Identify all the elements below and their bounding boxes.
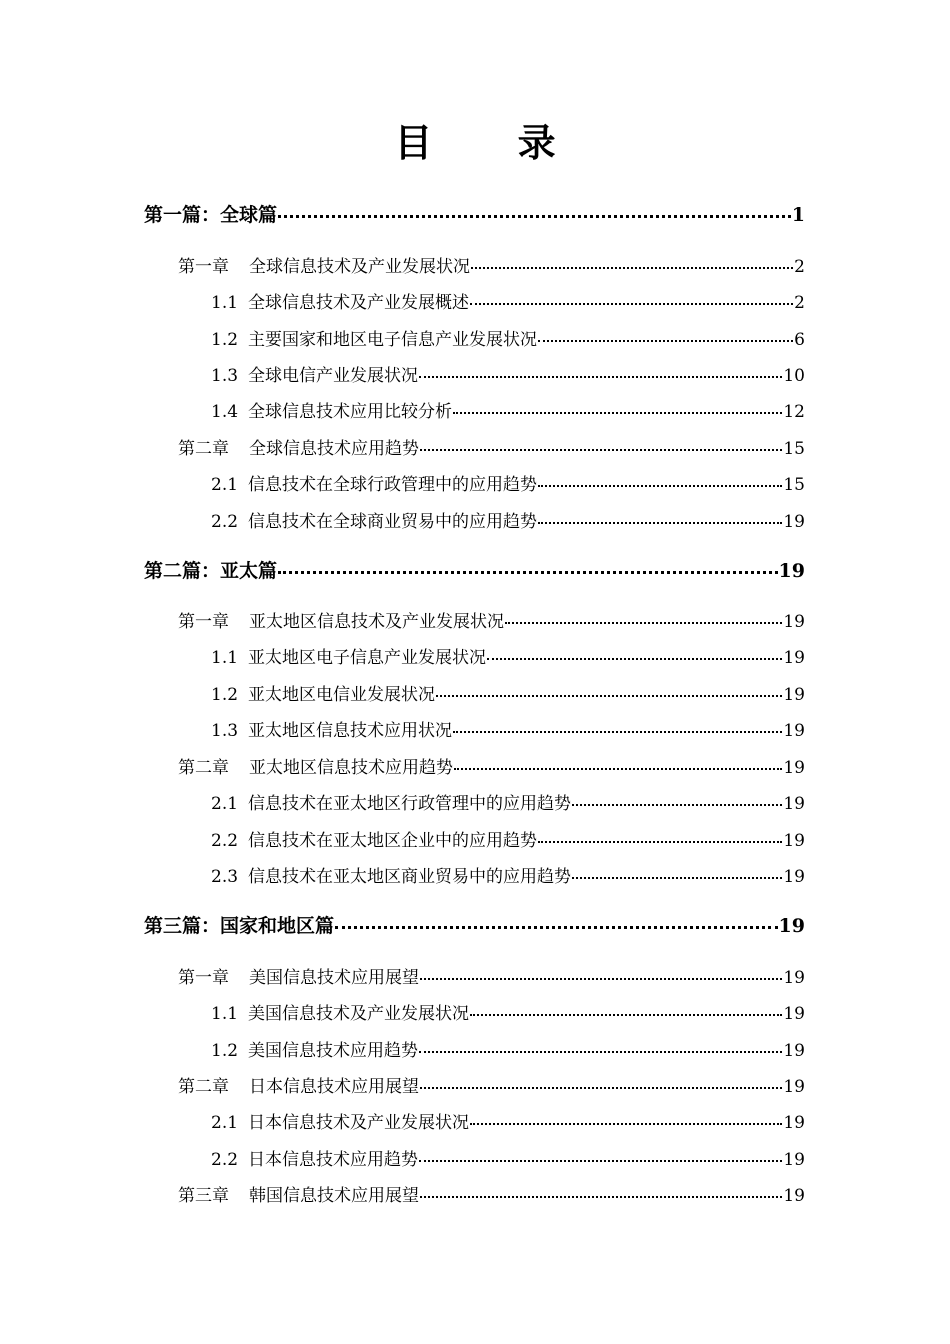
toc-entry-number: 2.1 xyxy=(211,794,239,814)
toc-entry-label xyxy=(178,1072,419,1097)
toc-entry-text: 韩国信息技术应用展望 xyxy=(249,1186,419,1206)
toc-entry-number: 第二章 xyxy=(178,1077,229,1097)
toc-entry-number: 2.2 xyxy=(211,512,239,532)
toc-chapter-entry[interactable] xyxy=(178,607,805,632)
toc-entry-text: 美国信息技术及产业发展状况 xyxy=(248,1004,470,1024)
toc-entry-text: 第一篇：全球篇 xyxy=(144,204,278,226)
toc-entry-label xyxy=(144,200,277,227)
toc-chapter-entry[interactable] xyxy=(178,434,805,459)
toc-entry-text: 信息技术在全球行政管理中的应用趋势 xyxy=(248,475,538,495)
toc-section-entry[interactable] xyxy=(211,325,805,350)
dot-leader xyxy=(470,1014,782,1016)
toc-entry-text: 亚太地区信息技术应用状况 xyxy=(248,721,453,741)
toc-entry-text: 信息技术在全球商业贸易中的应用趋势 xyxy=(248,512,538,532)
toc-page-number: 15 xyxy=(783,475,805,495)
dot-leader xyxy=(453,731,782,733)
toc-entry-text: 主要国家和地区电子信息产业发展状况 xyxy=(248,330,538,350)
toc-entry-label xyxy=(211,643,486,668)
dot-leader xyxy=(420,978,782,980)
toc-entry-label xyxy=(178,434,419,459)
toc-page-number: 19 xyxy=(783,612,805,632)
toc-entry-number: 第二章 xyxy=(178,758,229,778)
dot-leader xyxy=(538,522,782,524)
toc-chapter-entry[interactable] xyxy=(178,1072,805,1097)
toc-section-entry[interactable] xyxy=(211,643,805,668)
toc-entry-number: 2.1 xyxy=(211,1113,239,1133)
dot-leader xyxy=(471,267,793,269)
toc-section-entry[interactable] xyxy=(211,470,805,495)
toc-entry-number: 1.1 xyxy=(211,648,239,668)
toc-entry-text: 第二篇：亚太篇 xyxy=(144,560,278,582)
toc-page-number: 19 xyxy=(783,685,805,705)
dot-leader xyxy=(538,485,782,487)
toc-entry-label xyxy=(211,1036,418,1061)
toc-entry-number: 1.2 xyxy=(211,1041,239,1061)
toc-section-entry[interactable] xyxy=(211,862,805,887)
toc-entry-label xyxy=(211,325,537,350)
toc-page-number: 12 xyxy=(783,402,805,422)
dot-leader xyxy=(470,303,793,305)
toc-page-number: 19 xyxy=(783,1041,805,1061)
toc-entry-text: 全球信息技术应用趋势 xyxy=(249,439,419,459)
toc-entry-label xyxy=(211,507,537,532)
toc-entry-number: 第二章 xyxy=(178,439,229,459)
toc-part-entry[interactable] xyxy=(144,911,805,938)
toc-entry-number: 1.2 xyxy=(211,330,239,350)
toc-entry-label xyxy=(211,1108,469,1133)
dot-leader xyxy=(505,622,782,624)
toc-entry-text: 全球电信产业发展状况 xyxy=(248,366,419,386)
dot-leader xyxy=(572,804,782,806)
toc-entry-text: 第三篇：国家和地区篇 xyxy=(144,915,335,937)
toc-page-number: 19 xyxy=(778,915,805,937)
toc-chapter-entry[interactable] xyxy=(178,252,805,277)
toc-entry-label xyxy=(144,911,334,938)
toc-page-number: 19 xyxy=(783,968,805,988)
toc-section-entry[interactable] xyxy=(211,716,805,741)
toc-page-number: 19 xyxy=(783,1113,805,1133)
toc-page-number: 2 xyxy=(794,293,805,313)
toc-page-number: 19 xyxy=(783,1004,805,1024)
toc-entry-label xyxy=(211,470,537,495)
toc-entry-label xyxy=(211,288,469,313)
toc-entry-label xyxy=(211,680,435,705)
toc-entry-label xyxy=(178,963,419,988)
toc-entry-text: 亚太地区信息技术应用趋势 xyxy=(249,758,453,778)
toc-entry-text: 亚太地区电子信息产业发展状况 xyxy=(248,648,487,668)
toc-part-entry[interactable] xyxy=(144,200,805,227)
toc-entry-label xyxy=(178,1181,419,1206)
toc-entry-text: 信息技术在亚太地区行政管理中的应用趋势 xyxy=(248,794,572,814)
toc-entry-number: 第一章 xyxy=(178,968,229,988)
toc-entry-label xyxy=(211,716,452,741)
toc-entry-label xyxy=(211,862,571,887)
toc-entry-number: 1.1 xyxy=(211,293,239,313)
toc-section-entry[interactable] xyxy=(211,1145,805,1170)
toc-section-entry[interactable] xyxy=(211,826,805,851)
toc-page-number: 19 xyxy=(778,560,805,582)
toc-page-number: 19 xyxy=(783,867,805,887)
toc-entry-label xyxy=(178,607,504,632)
toc-page-number: 19 xyxy=(783,1077,805,1097)
toc-entry-text: 信息技术在亚太地区商业贸易中的应用趋势 xyxy=(248,867,572,887)
toc-page-number: 10 xyxy=(783,366,805,386)
toc-entry-number: 1.1 xyxy=(211,1004,239,1024)
toc-entry-label xyxy=(211,826,537,851)
toc-section-entry[interactable] xyxy=(211,999,805,1024)
toc-entry-text: 全球信息技术及产业发展状况 xyxy=(249,257,470,277)
toc-entry-text: 信息技术在亚太地区企业中的应用趋势 xyxy=(248,831,538,851)
dot-leader xyxy=(538,340,793,342)
toc-chapter-entry[interactable] xyxy=(178,963,805,988)
toc-entry-text: 日本信息技术及产业发展状况 xyxy=(248,1113,470,1133)
toc-entry-label xyxy=(211,999,469,1024)
toc-page-number: 1 xyxy=(791,204,805,226)
toc-entry-label xyxy=(178,252,470,277)
dot-leader xyxy=(454,768,782,770)
toc-entry-label xyxy=(211,1145,418,1170)
toc-entry-text: 日本信息技术应用展望 xyxy=(249,1077,419,1097)
toc-page-number: 19 xyxy=(783,1186,805,1206)
toc-page-number: 2 xyxy=(794,257,805,277)
toc-entry-number: 1.2 xyxy=(211,685,239,705)
toc-entry-text: 亚太地区信息技术及产业发展状况 xyxy=(249,612,504,632)
toc-entry-label xyxy=(144,556,277,583)
toc-entry-label xyxy=(211,361,418,386)
toc-section-entry[interactable] xyxy=(211,361,805,386)
toc-page-number: 15 xyxy=(783,439,805,459)
page-title: 目 录 xyxy=(394,120,592,165)
dot-leader xyxy=(419,1160,782,1162)
dot-leader xyxy=(436,695,782,697)
dot-leader xyxy=(420,1196,782,1198)
dot-leader xyxy=(278,571,778,574)
dot-leader xyxy=(487,658,782,660)
toc-chapter-entry[interactable] xyxy=(178,1181,805,1206)
dot-leader xyxy=(420,449,782,451)
dot-leader xyxy=(419,1051,782,1053)
toc-section-entry[interactable] xyxy=(211,1108,805,1133)
toc-entry-number: 1.3 xyxy=(211,721,239,741)
dot-leader xyxy=(420,1087,782,1089)
toc-page-number: 19 xyxy=(783,721,805,741)
dot-leader xyxy=(278,215,791,218)
toc-entry-number: 1.3 xyxy=(211,366,239,386)
toc-page-number: 19 xyxy=(783,648,805,668)
toc-section-entry[interactable] xyxy=(211,288,805,313)
dot-leader xyxy=(335,926,778,929)
dot-leader xyxy=(453,412,782,414)
toc-entry-text: 全球信息技术应用比较分析 xyxy=(248,402,453,422)
toc-entry-text: 美国信息技术应用展望 xyxy=(249,968,419,988)
dot-leader xyxy=(419,376,782,378)
toc-entry-text: 美国信息技术应用趋势 xyxy=(248,1041,419,1061)
toc-section-entry[interactable] xyxy=(211,680,805,705)
toc-entry-number: 2.2 xyxy=(211,1150,239,1170)
toc-page-number: 19 xyxy=(783,794,805,814)
toc-section-entry[interactable] xyxy=(211,397,805,422)
toc-entry-label xyxy=(211,789,571,814)
toc-section-entry[interactable] xyxy=(211,1036,805,1061)
toc-entry-number: 1.4 xyxy=(211,402,239,422)
toc-entry-number: 2.2 xyxy=(211,831,239,851)
dot-leader xyxy=(572,877,782,879)
toc-part-entry[interactable] xyxy=(144,556,805,583)
toc-entry-text: 亚太地区电信业发展状况 xyxy=(248,685,436,705)
toc-entry-label xyxy=(211,397,452,422)
toc-section-entry[interactable] xyxy=(211,789,805,814)
toc-entry-number: 第一章 xyxy=(178,257,229,277)
dot-leader xyxy=(538,841,782,843)
toc-entry-number: 2.1 xyxy=(211,475,239,495)
toc-page-number: 19 xyxy=(783,512,805,532)
toc-entry-number: 2.3 xyxy=(211,867,239,887)
dot-leader xyxy=(470,1123,782,1125)
toc-section-entry[interactable] xyxy=(211,507,805,532)
toc-page-number: 19 xyxy=(783,758,805,778)
toc-entry-number: 第一章 xyxy=(178,612,229,632)
toc-entry-text: 日本信息技术应用趋势 xyxy=(248,1150,419,1170)
toc-entry-text: 全球信息技术及产业发展概述 xyxy=(248,293,470,313)
toc-page-number: 19 xyxy=(783,831,805,851)
toc-entry-label xyxy=(178,753,453,778)
toc-page-number: 6 xyxy=(794,330,805,350)
toc-page-number: 19 xyxy=(783,1150,805,1170)
toc-entry-number: 第三章 xyxy=(178,1186,229,1206)
toc-chapter-entry[interactable] xyxy=(178,753,805,778)
